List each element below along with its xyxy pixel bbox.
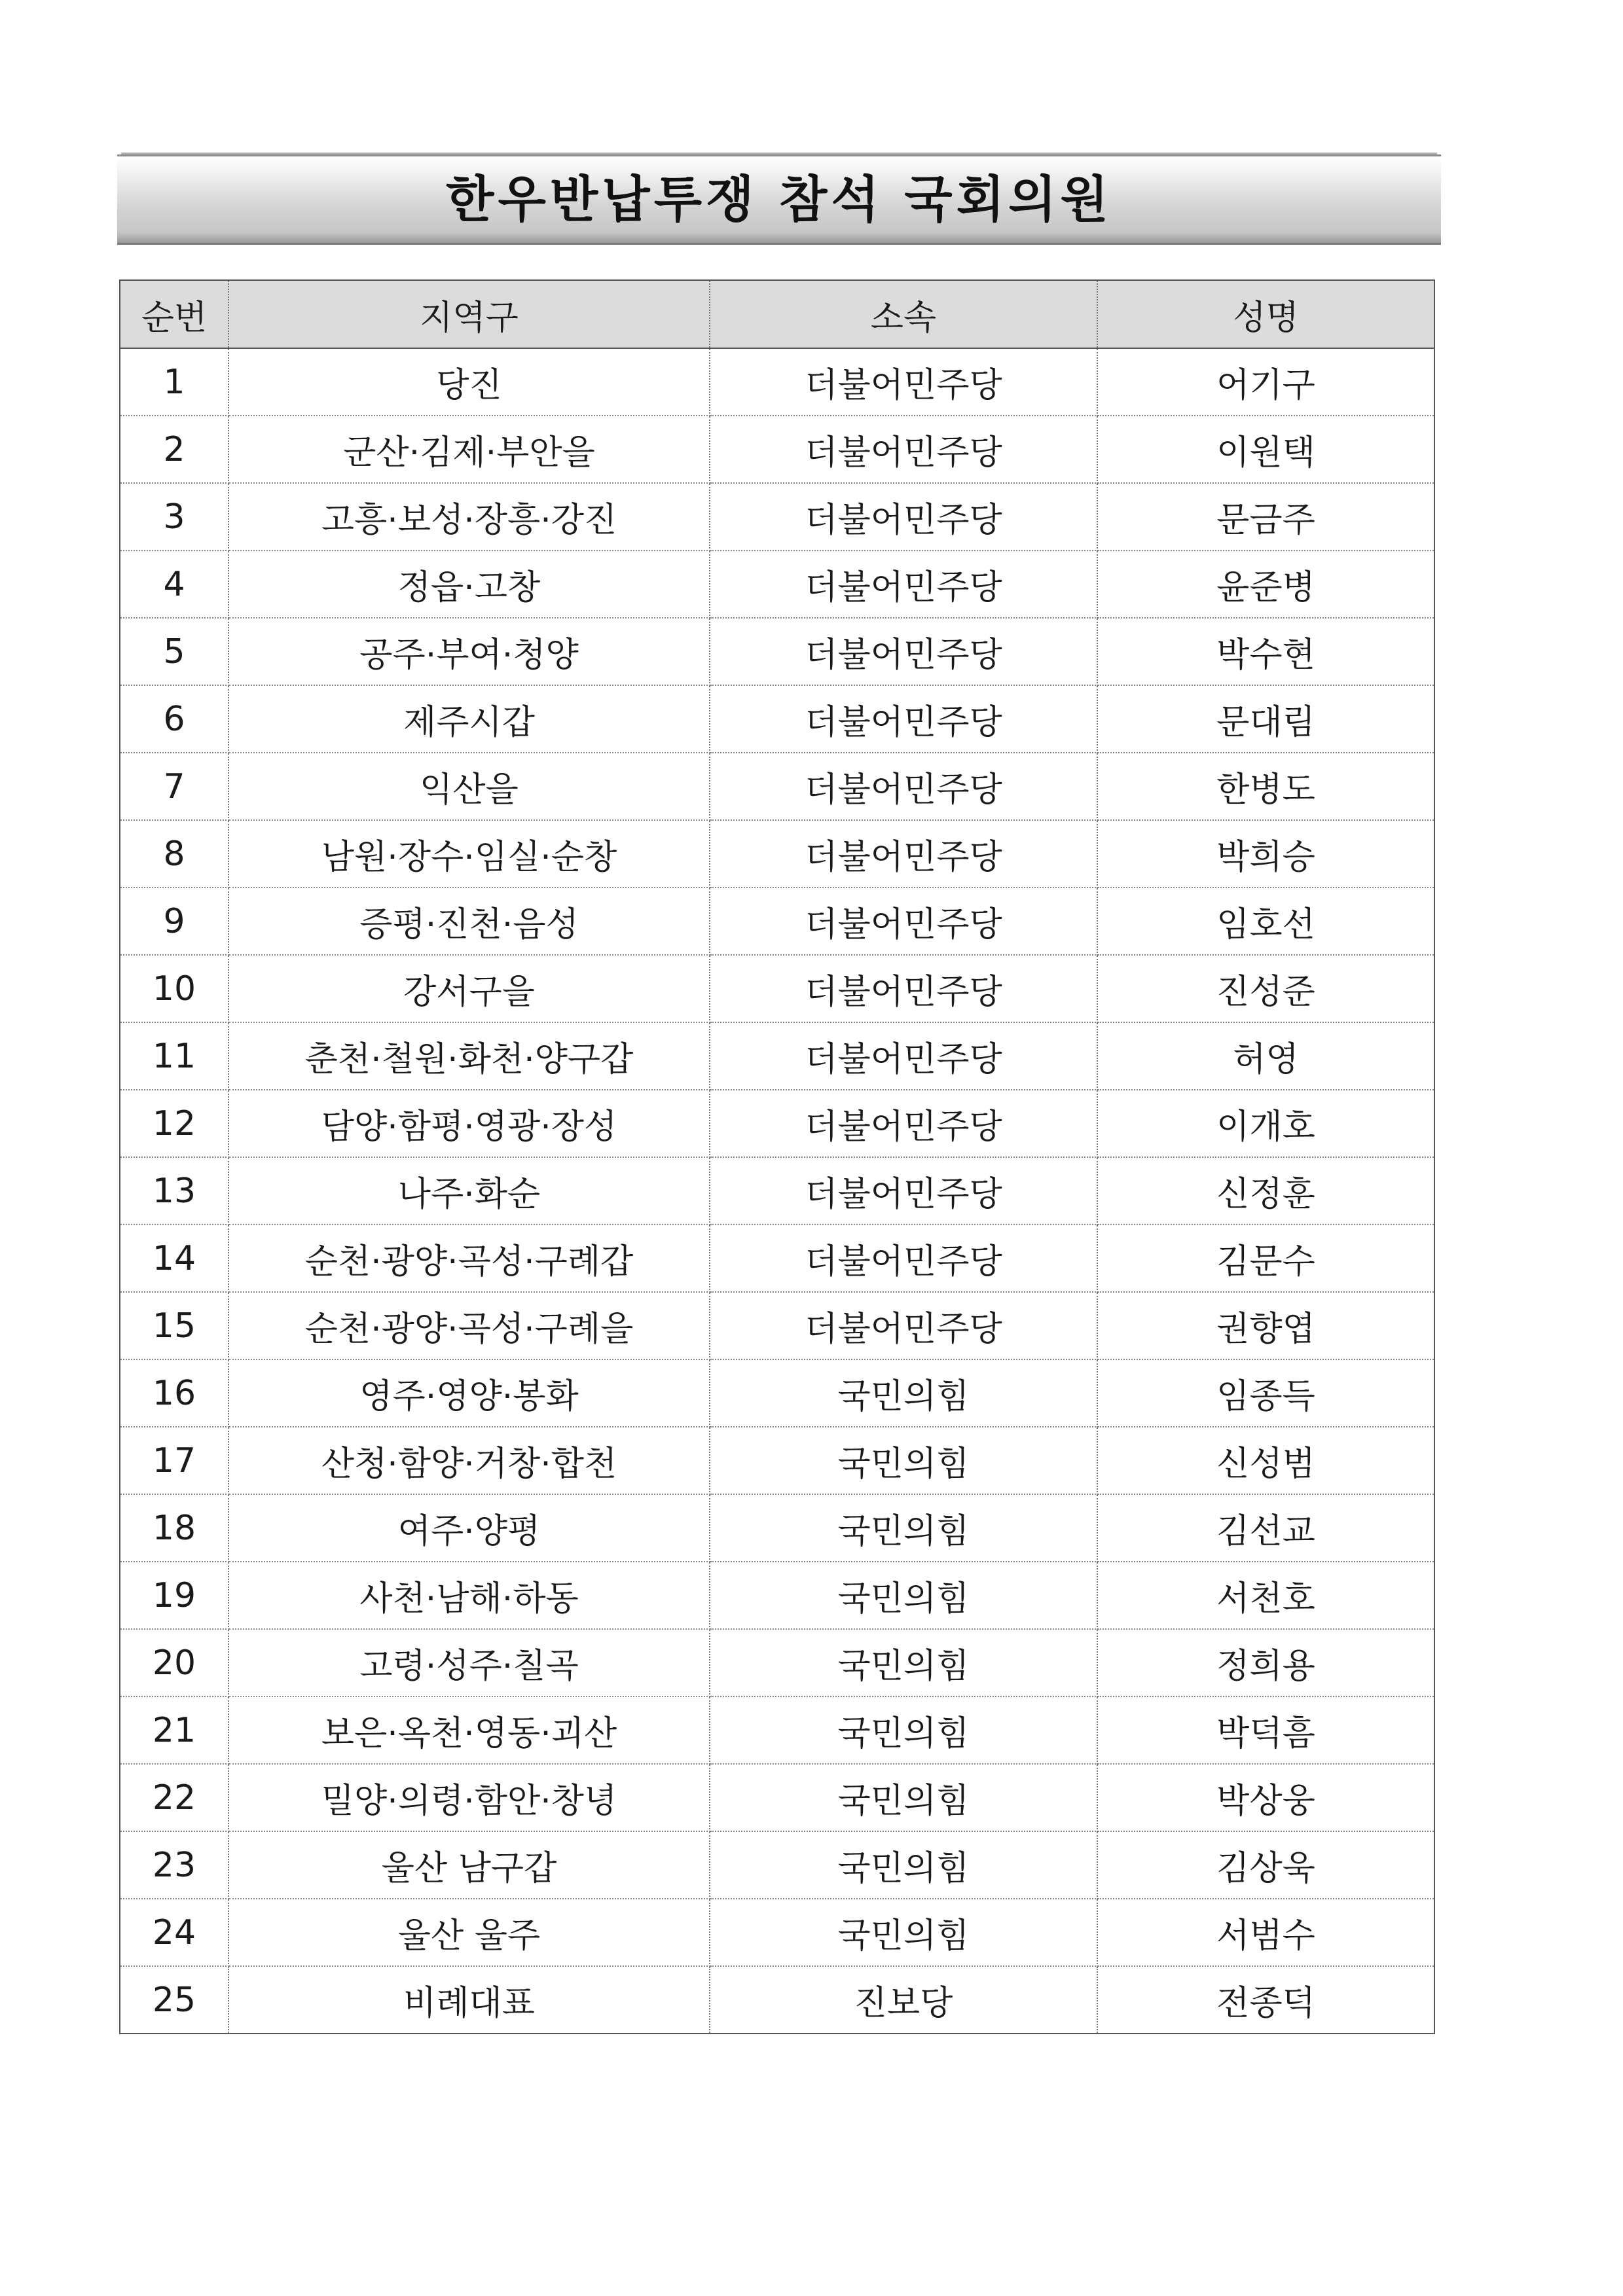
title-banner [117,154,1441,245]
row-number: 16 [120,1359,228,1427]
row-name: 이개호 [1097,1090,1434,1157]
table-row [120,1157,1434,1225]
row-party: 국민의힘 [710,1831,1097,1899]
table-row [120,1764,1434,1831]
row-party: 국민의힘 [710,1359,1097,1427]
row-party: 더불어민주당 [710,753,1097,820]
table-row [120,348,1434,416]
row-number: 20 [120,1629,228,1696]
row-number: 15 [120,1292,228,1359]
table-row [120,1292,1434,1359]
row-party: 더불어민주당 [710,1022,1097,1090]
row-party: 더불어민주당 [710,888,1097,955]
row-number: 3 [120,483,228,550]
row-district: 익산을 [228,753,710,820]
row-number: 4 [120,550,228,618]
table-row [120,1225,1434,1292]
row-name: 전종덕 [1097,1966,1434,2034]
row-district: 순천·광양·곡성·구례갑 [228,1225,710,1292]
row-number: 14 [120,1225,228,1292]
row-party: 국민의힘 [710,1629,1097,1696]
table-row [120,753,1434,820]
table-row [120,955,1434,1022]
table-row [120,618,1434,685]
row-party: 국민의힘 [710,1427,1097,1494]
row-district: 고흥·보성·장흥·강진 [228,483,710,550]
row-district: 담양·함평·영광·장성 [228,1090,710,1157]
header-name: 성명 [1097,280,1434,348]
row-party: 더불어민주당 [710,1225,1097,1292]
row-party: 더불어민주당 [710,685,1097,753]
row-number: 8 [120,820,228,888]
row-number: 13 [120,1157,228,1225]
row-district: 강서구을 [228,955,710,1022]
row-name: 정희용 [1097,1629,1434,1696]
table-row [120,1562,1434,1629]
row-name: 박덕흠 [1097,1696,1434,1764]
row-name: 임호선 [1097,888,1434,955]
row-name: 문금주 [1097,483,1434,550]
row-name: 어기구 [1097,348,1434,416]
row-district: 울산 울주 [228,1899,710,1966]
row-number: 7 [120,753,228,820]
table-header-row [120,280,1434,348]
row-number: 21 [120,1696,228,1764]
row-name: 서범수 [1097,1899,1434,1966]
table-row [120,1966,1434,2034]
row-number: 22 [120,1764,228,1831]
row-district: 제주시갑 [228,685,710,753]
row-district: 고령·성주·칠곡 [228,1629,710,1696]
row-party: 더불어민주당 [710,1292,1097,1359]
row-party: 국민의힘 [710,1494,1097,1562]
row-number: 9 [120,888,228,955]
table-row [120,1831,1434,1899]
row-party: 더불어민주당 [710,1090,1097,1157]
row-number: 2 [120,416,228,483]
row-party: 국민의힘 [710,1764,1097,1831]
row-district: 보은·옥천·영동·괴산 [228,1696,710,1764]
row-party: 국민의힘 [710,1562,1097,1629]
table-row [120,685,1434,753]
table-row [120,416,1434,483]
row-party: 진보당 [710,1966,1097,2034]
row-number: 23 [120,1831,228,1899]
table-row [120,1359,1434,1427]
table-row [120,1899,1434,1966]
row-party: 더불어민주당 [710,820,1097,888]
row-name: 김상욱 [1097,1831,1434,1899]
row-number: 19 [120,1562,228,1629]
row-number: 18 [120,1494,228,1562]
header-number: 순번 [120,280,228,348]
table-row [120,483,1434,550]
row-name: 김선교 [1097,1494,1434,1562]
row-name: 진성준 [1097,955,1434,1022]
row-name: 이원택 [1097,416,1434,483]
row-number: 25 [120,1966,228,2034]
row-district: 비례대표 [228,1966,710,2034]
attendees-table [119,279,1435,2034]
row-district: 사천·남해·하동 [228,1562,710,1629]
header-district: 지역구 [228,280,710,348]
row-party: 국민의힘 [710,1696,1097,1764]
row-district: 나주·화순 [228,1157,710,1225]
row-name: 문대림 [1097,685,1434,753]
table-row [120,1427,1434,1494]
row-number: 17 [120,1427,228,1494]
row-party: 더불어민주당 [710,1157,1097,1225]
row-number: 5 [120,618,228,685]
row-party: 더불어민주당 [710,618,1097,685]
page-title: 한우반납투쟁 참석 국회의원 [446,170,1112,228]
table-row [120,1696,1434,1764]
row-party: 더불어민주당 [710,955,1097,1022]
row-district: 남원·장수·임실·순창 [228,820,710,888]
row-district: 밀양·의령·함안·창녕 [228,1764,710,1831]
row-district: 춘천·철원·화천·양구갑 [228,1022,710,1090]
row-party: 더불어민주당 [710,348,1097,416]
row-name: 박상웅 [1097,1764,1434,1831]
row-name: 박희승 [1097,820,1434,888]
row-number: 12 [120,1090,228,1157]
row-district: 군산·김제·부안을 [228,416,710,483]
header-party: 소속 [710,280,1097,348]
row-district: 정읍·고창 [228,550,710,618]
table-row [120,1090,1434,1157]
row-name: 권향엽 [1097,1292,1434,1359]
table-body [120,348,1434,2034]
row-district: 증평·진천·음성 [228,888,710,955]
row-name: 박수현 [1097,618,1434,685]
row-name: 윤준병 [1097,550,1434,618]
row-number: 6 [120,685,228,753]
row-district: 울산 남구갑 [228,1831,710,1899]
table-row [120,1629,1434,1696]
row-party: 더불어민주당 [710,483,1097,550]
table-row [120,550,1434,618]
row-name: 신성범 [1097,1427,1434,1494]
row-name: 김문수 [1097,1225,1434,1292]
row-number: 1 [120,348,228,416]
row-district: 공주·부여·청양 [228,618,710,685]
table-row [120,1022,1434,1090]
row-district: 당진 [228,348,710,416]
row-district: 산청·함양·거창·합천 [228,1427,710,1494]
row-name: 신정훈 [1097,1157,1434,1225]
row-district: 영주·영양·봉화 [228,1359,710,1427]
row-name: 서천호 [1097,1562,1434,1629]
row-name: 한병도 [1097,753,1434,820]
table-row [120,888,1434,955]
row-number: 10 [120,955,228,1022]
row-number: 11 [120,1022,228,1090]
row-party: 더불어민주당 [710,416,1097,483]
row-district: 순천·광양·곡성·구례을 [228,1292,710,1359]
row-name: 허영 [1097,1022,1434,1090]
row-number: 24 [120,1899,228,1966]
table-row [120,820,1434,888]
row-party: 더불어민주당 [710,550,1097,618]
row-district: 여주·양평 [228,1494,710,1562]
row-party: 국민의힘 [710,1899,1097,1966]
table-row [120,1494,1434,1562]
row-name: 임종득 [1097,1359,1434,1427]
